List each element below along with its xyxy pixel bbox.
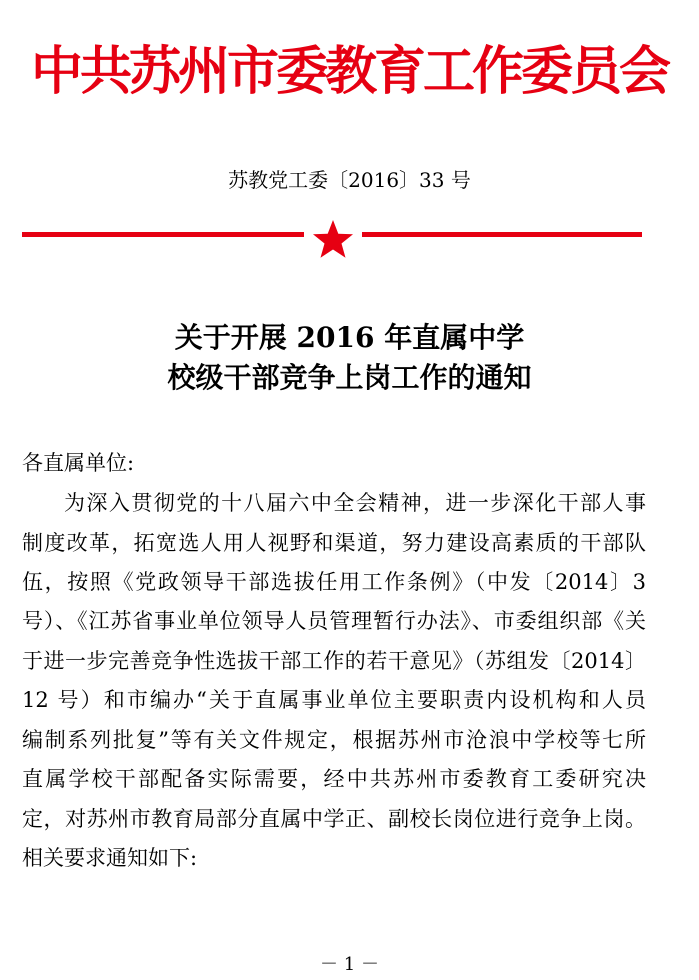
divider-line-left [22,232,304,237]
salutation: 各直属单位: [22,451,135,475]
divider-line-right [362,232,642,237]
title-line-2: 校级干部竞争上岗工作的通知 [167,361,532,394]
body-line: 12 号）和市编办“关于直属事业单位主要职责内设机构和人员 [22,688,646,712]
page-number: － 1 － [320,954,379,975]
title-line-1: 关于开展 2016 年直属中学 [174,321,525,354]
masthead-title: 中共苏州市委教育工作委员会 [30,41,668,102]
body-line: 相关要求通知如下: [22,846,198,870]
body-line: 直属学校干部配备实际需要，经中共苏州市委教育工委研究决 [22,767,646,791]
body-line: 号）、《江苏省事业单位领导人员管理暂行办法》、市委组织部《关 [22,609,646,633]
body-line: 编制系列批复”等有关文件规定，根据苏州市沧浪中学校等七所 [22,728,646,752]
notice-title [0,318,699,398]
body-line: 于进一步完善竞争性选拔干部工作的若干意见》（苏组发〔2014〕 [22,649,646,673]
body-line: 制度改革，拓宽选人用人视野和渠道，努力建设高素质的干部队 [22,531,646,555]
body-line: 为深入贯彻党的十八届六中全会精神，进一步深化干部人事 [64,491,646,515]
body-line: 定，对苏州市教育局部分直属中学正、副校长岗位进行竞争上岗。 [22,807,646,831]
body-line: 伍，按照《党政领导干部选拔任用工作条例》（中发〔2014〕3 [22,570,646,594]
star-icon [313,220,353,258]
red-divider [22,218,642,258]
document-number: 苏教党工委〔2016〕33 号 [228,168,471,192]
